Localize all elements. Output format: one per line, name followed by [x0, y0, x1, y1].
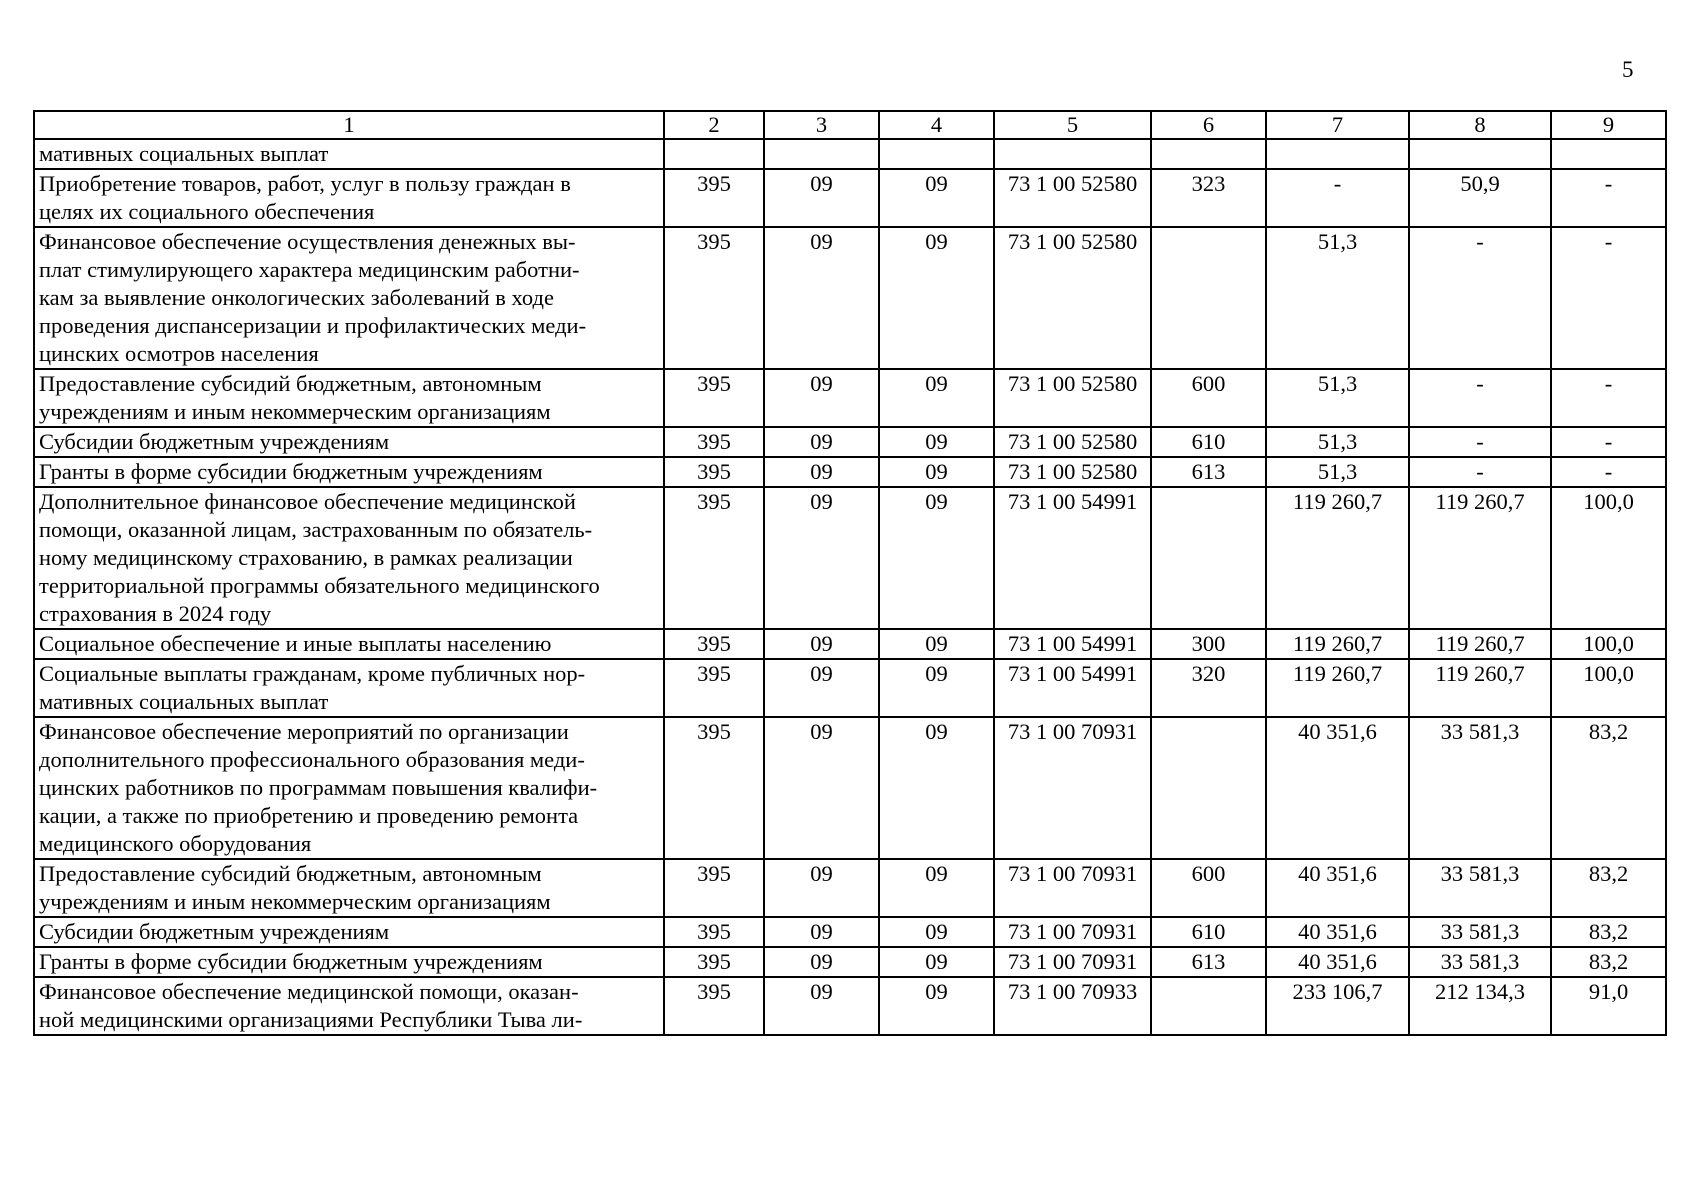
approved-amount-cell: 119 260,7 — [1266, 659, 1409, 717]
approved-amount-cell: 51,3 — [1266, 369, 1409, 427]
item-name-cell: Гранты в форме субсидии бюджетным учреждениям — [34, 947, 664, 977]
subsection-code-cell: 09 — [879, 169, 994, 227]
column-number: 9 — [1551, 111, 1666, 139]
target-article-cell: 73 1 00 54991 — [994, 659, 1151, 717]
expense-type-cell: 610 — [1151, 427, 1266, 457]
execution-percent-cell: - — [1551, 369, 1666, 427]
table-row — [34, 629, 1666, 659]
column-number: 5 — [994, 111, 1151, 139]
executed-amount-cell: 50,9 — [1409, 169, 1551, 227]
executed-amount-cell: - — [1409, 369, 1551, 427]
execution-percent-cell: 83,2 — [1551, 717, 1666, 859]
subsection-code-cell: 09 — [879, 917, 994, 947]
subsection-code-cell: 09 — [879, 457, 994, 487]
subsection-code-cell: 09 — [879, 659, 994, 717]
page-number: 5 — [1622, 57, 1634, 82]
subsection-code-cell: 09 — [879, 227, 994, 369]
item-name-cell: Приобретение товаров, работ, услуг в пользу граждан в целях их социального обеспечения — [34, 169, 664, 227]
section-code-cell: 09 — [764, 977, 879, 1035]
admin-code-cell: 395 — [664, 717, 764, 859]
executed-amount-cell: 212 134,3 — [1409, 977, 1551, 1035]
target-article-cell: 73 1 00 54991 — [994, 629, 1151, 659]
section-code-cell: 09 — [764, 487, 879, 629]
executed-amount-cell: 33 581,3 — [1409, 717, 1551, 859]
approved-amount-cell — [1266, 139, 1409, 169]
target-article-cell: 73 1 00 70931 — [994, 947, 1151, 977]
table-row — [34, 169, 1666, 227]
approved-amount-cell: 51,3 — [1266, 227, 1409, 369]
table-row — [34, 139, 1666, 169]
item-name-cell: Субсидии бюджетным учреждениям — [34, 917, 664, 947]
column-number: 8 — [1409, 111, 1551, 139]
target-article-cell: 73 1 00 70931 — [994, 717, 1151, 859]
column-number: 1 — [34, 111, 664, 139]
executed-amount-cell: - — [1409, 227, 1551, 369]
executed-amount-cell: - — [1409, 457, 1551, 487]
expense-type-cell — [1151, 717, 1266, 859]
target-article-cell: 73 1 00 52580 — [994, 369, 1151, 427]
table-row — [34, 457, 1666, 487]
approved-amount-cell: 40 351,6 — [1266, 917, 1409, 947]
subsection-code-cell: 09 — [879, 629, 994, 659]
executed-amount-cell — [1409, 139, 1551, 169]
approved-amount-cell: 40 351,6 — [1266, 947, 1409, 977]
table-row — [34, 227, 1666, 369]
approved-amount-cell: 40 351,6 — [1266, 859, 1409, 917]
expense-type-cell: 320 — [1151, 659, 1266, 717]
target-article-cell: 73 1 00 52580 — [994, 227, 1151, 369]
item-name-cell: Социальные выплаты гражданам, кроме публичных нор- мативных социальных выплат — [34, 659, 664, 717]
admin-code-cell: 395 — [664, 947, 764, 977]
approved-amount-cell: 51,3 — [1266, 457, 1409, 487]
executed-amount-cell: 119 260,7 — [1409, 659, 1551, 717]
execution-percent-cell — [1551, 139, 1666, 169]
admin-code-cell: 395 — [664, 169, 764, 227]
execution-percent-cell: 100,0 — [1551, 487, 1666, 629]
admin-code-cell: 395 — [664, 457, 764, 487]
subsection-code-cell — [879, 139, 994, 169]
admin-code-cell: 395 — [664, 977, 764, 1035]
section-code-cell: 09 — [764, 859, 879, 917]
admin-code-cell: 395 — [664, 859, 764, 917]
section-code-cell: 09 — [764, 227, 879, 369]
section-code-cell — [764, 139, 879, 169]
column-number: 7 — [1266, 111, 1409, 139]
item-name-cell: Социальное обеспечение и иные выплаты населению — [34, 629, 664, 659]
expense-type-cell — [1151, 227, 1266, 369]
executed-amount-cell: 119 260,7 — [1409, 629, 1551, 659]
execution-percent-cell: - — [1551, 427, 1666, 457]
section-code-cell: 09 — [764, 629, 879, 659]
expense-type-cell: 600 — [1151, 369, 1266, 427]
execution-percent-cell: 100,0 — [1551, 629, 1666, 659]
subsection-code-cell: 09 — [879, 947, 994, 977]
item-name-cell: Финансовое обеспечение осуществления денежных вы- плат стимулирующего характера медицинским работни- кам за выявление онкологических заболеваний в ходе проведения диспансеризации и профилактических меди- цинских осмотров населения — [34, 227, 664, 369]
expense-type-cell — [1151, 487, 1266, 629]
table-row — [34, 859, 1666, 917]
table-row — [34, 659, 1666, 717]
budget-table — [33, 110, 1667, 1036]
item-name-cell: мативных социальных выплат — [34, 139, 664, 169]
section-code-cell: 09 — [764, 917, 879, 947]
subsection-code-cell: 09 — [879, 427, 994, 457]
executed-amount-cell: 119 260,7 — [1409, 487, 1551, 629]
target-article-cell: 73 1 00 70931 — [994, 917, 1151, 947]
subsection-code-cell: 09 — [879, 717, 994, 859]
table-row — [34, 977, 1666, 1035]
subsection-code-cell: 09 — [879, 369, 994, 427]
item-name-cell: Финансовое обеспечение мероприятий по организации дополнительного профессионального образования меди- цинских работников по программам повышения квалифи- кации, а также по приобретению и проведению ремонта медицинского оборудования — [34, 717, 664, 859]
executed-amount-cell: 33 581,3 — [1409, 947, 1551, 977]
section-code-cell: 09 — [764, 947, 879, 977]
table-row — [34, 487, 1666, 629]
target-article-cell: 73 1 00 54991 — [994, 487, 1151, 629]
section-code-cell: 09 — [764, 457, 879, 487]
admin-code-cell: 395 — [664, 427, 764, 457]
target-article-cell: 73 1 00 52580 — [994, 427, 1151, 457]
column-number: 4 — [879, 111, 994, 139]
column-number: 6 — [1151, 111, 1266, 139]
section-code-cell: 09 — [764, 717, 879, 859]
expense-type-cell: 610 — [1151, 917, 1266, 947]
section-code-cell: 09 — [764, 169, 879, 227]
item-name-cell: Гранты в форме субсидии бюджетным учреждениям — [34, 457, 664, 487]
target-article-cell: 73 1 00 52580 — [994, 169, 1151, 227]
execution-percent-cell: 83,2 — [1551, 947, 1666, 977]
approved-amount-cell: 119 260,7 — [1266, 487, 1409, 629]
admin-code-cell: 395 — [664, 487, 764, 629]
admin-code-cell: 395 — [664, 659, 764, 717]
execution-percent-cell: 100,0 — [1551, 659, 1666, 717]
item-name-cell: Предоставление субсидий бюджетным, автономным учреждениям и иным некоммерческим организациям — [34, 859, 664, 917]
expense-type-cell: 300 — [1151, 629, 1266, 659]
target-article-cell — [994, 139, 1151, 169]
expense-type-cell: 613 — [1151, 457, 1266, 487]
section-code-cell: 09 — [764, 369, 879, 427]
expense-type-cell — [1151, 977, 1266, 1035]
expense-type-cell: 613 — [1151, 947, 1266, 977]
approved-amount-cell: 40 351,6 — [1266, 717, 1409, 859]
executed-amount-cell: 33 581,3 — [1409, 917, 1551, 947]
expense-type-cell: 600 — [1151, 859, 1266, 917]
admin-code-cell: 395 — [664, 369, 764, 427]
subsection-code-cell: 09 — [879, 859, 994, 917]
admin-code-cell: 395 — [664, 227, 764, 369]
admin-code-cell — [664, 139, 764, 169]
column-number: 3 — [764, 111, 879, 139]
approved-amount-cell: 233 106,7 — [1266, 977, 1409, 1035]
execution-percent-cell: - — [1551, 169, 1666, 227]
item-name-cell: Дополнительное финансовое обеспечение медицинской помощи, оказанной лицам, застрахованным по обязатель- ному медицинскому страхованию, в рамках реализации территориальной программы обязательного медицинского страхования в 2024 году — [34, 487, 664, 629]
subsection-code-cell: 09 — [879, 977, 994, 1035]
table-row — [34, 369, 1666, 427]
subsection-code-cell: 09 — [879, 487, 994, 629]
execution-percent-cell: 91,0 — [1551, 977, 1666, 1035]
admin-code-cell: 395 — [664, 917, 764, 947]
executed-amount-cell: - — [1409, 427, 1551, 457]
column-number: 2 — [664, 111, 764, 139]
table-row — [34, 717, 1666, 859]
execution-percent-cell: - — [1551, 227, 1666, 369]
approved-amount-cell: - — [1266, 169, 1409, 227]
item-name-cell: Субсидии бюджетным учреждениям — [34, 427, 664, 457]
execution-percent-cell: 83,2 — [1551, 859, 1666, 917]
admin-code-cell: 395 — [664, 629, 764, 659]
table-body — [34, 111, 1666, 1035]
expense-type-cell — [1151, 139, 1266, 169]
executed-amount-cell: 33 581,3 — [1409, 859, 1551, 917]
table-row — [34, 427, 1666, 457]
table-row — [34, 917, 1666, 947]
section-code-cell: 09 — [764, 659, 879, 717]
execution-percent-cell: - — [1551, 457, 1666, 487]
approved-amount-cell: 51,3 — [1266, 427, 1409, 457]
section-code-cell: 09 — [764, 427, 879, 457]
item-name-cell: Финансовое обеспечение медицинской помощи, оказан- ной медицинскими организациями Республики Тыва ли- — [34, 977, 664, 1035]
execution-percent-cell: 83,2 — [1551, 917, 1666, 947]
approved-amount-cell: 119 260,7 — [1266, 629, 1409, 659]
table-row — [34, 947, 1666, 977]
item-name-cell: Предоставление субсидий бюджетным, автономным учреждениям и иным некоммерческим организациям — [34, 369, 664, 427]
target-article-cell: 73 1 00 70933 — [994, 977, 1151, 1035]
target-article-cell: 73 1 00 70931 — [994, 859, 1151, 917]
column-number-row — [34, 111, 1666, 139]
expense-type-cell: 323 — [1151, 169, 1266, 227]
target-article-cell: 73 1 00 52580 — [994, 457, 1151, 487]
